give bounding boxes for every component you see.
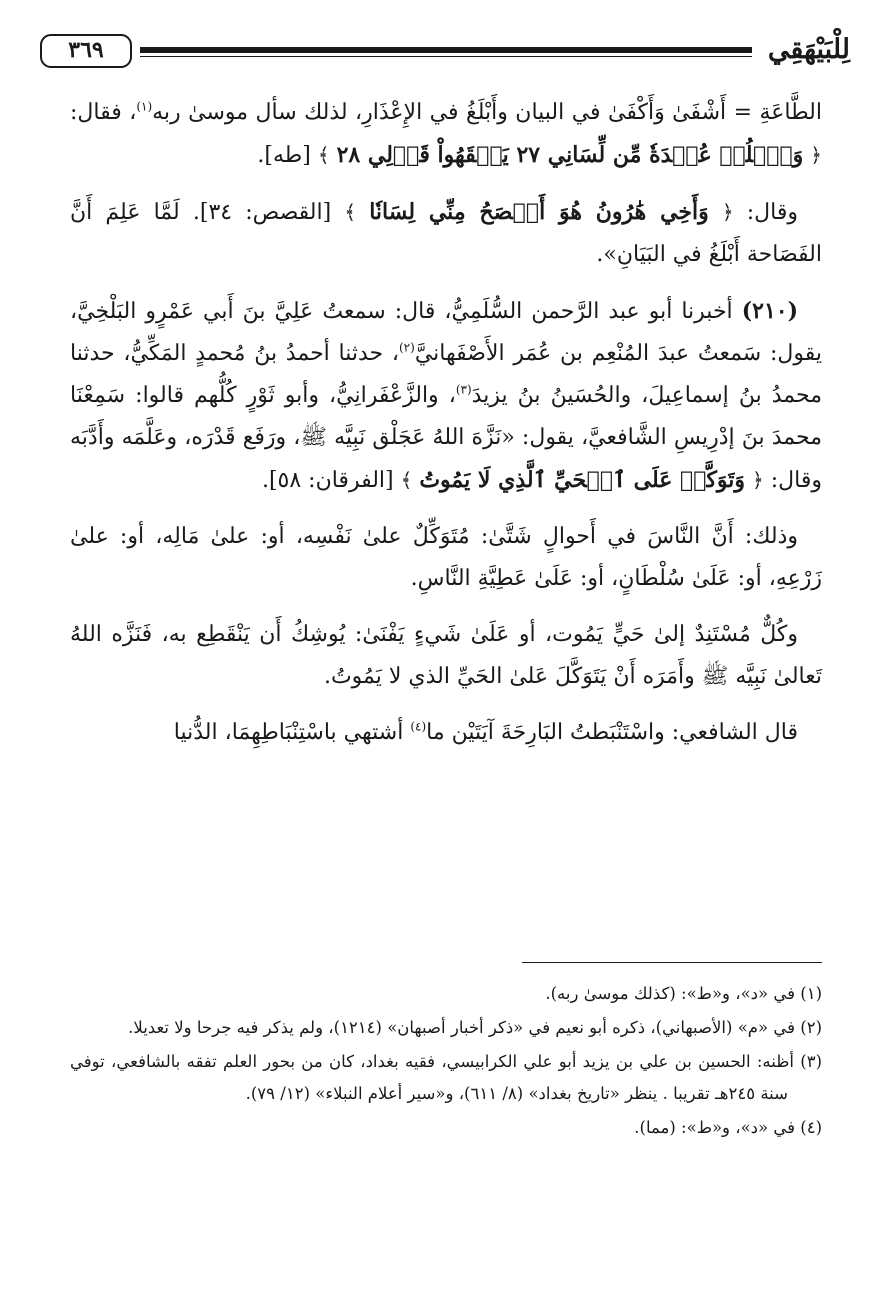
p6-text-a: قال الشافعي: واسْتَنْبَطتُ البَارِحَةَ آيَتَيْن ما xyxy=(426,720,798,745)
footnote-ref-3[interactable]: (٣) xyxy=(455,382,472,397)
p3-text-a: أخبرنا أبو عبد الرَّحمن السُّلَمِيُّ، قال: سمعتُ عَلِيَّ بنَ أَبي عَمْرٍو البَلْخِيَّ، يقول: سَمعتُ عبدَ المُنْعِم بن عُمَر الأَصْفَهانيَّ xyxy=(70,299,822,366)
footnote-1: (١) في «د»، و«ط»: (كذلك موسىٰ ربه). xyxy=(545,984,822,1003)
p1-text: الطَّاعَةِ = أَشْفَىٰ وَأَكْفَىٰ في البيان وأَبْلَغُ في الإِعْذَارِ، لذلك سأل موسىٰ ربه xyxy=(152,100,822,125)
narration-number: (٢١٠) xyxy=(741,298,798,324)
footnote-2: (٢) في «م» (الأصبهاني)، ذكره أبو نعيم في «ذكر أخبار أصبهان» (١٢١٤)، ولم يذكر فيه جرحا ولا تعديلا. xyxy=(128,1018,822,1037)
paragraph-1 xyxy=(70,92,822,177)
p2-lead: وقال: xyxy=(733,200,798,225)
paragraph-5: وكُلٌّ مُسْتَنِدٌ إلىٰ حَيٍّ يَمُوت، أو عَلَىٰ شَيءٍ يَفْنَىٰ: يُوشِكُ أَن يَنْقَطِع به، فَنَزَّه اللهُ تَعالىٰ نَبِيَّه ﷺ وأَمَرَه أَنْ يَتَوَكَّلَ عَلىٰ الحَيِّ الذي لا يَمُوتُ. xyxy=(70,622,822,689)
p1-tail: ، فقال: xyxy=(70,100,137,125)
quran-close-bracket: ﴾ xyxy=(344,200,357,224)
quran-verse-taha: وَٱحۡلُلۡ عُقۡدَةٗ مِّن لِّسَانِي ٢٧ يَفۡقَهُواْ قَوۡلِي ٢٨ xyxy=(336,142,804,168)
page-number: ٣٦٩ xyxy=(40,34,132,68)
page-header xyxy=(40,30,850,74)
footnote-ref-4[interactable]: (٤) xyxy=(410,719,427,734)
quran-open-bracket: ﴿ xyxy=(721,200,734,224)
p6-text-b: أشتهي باسْتِنْبَاطِهِمَا، الدُّنيا xyxy=(173,720,411,745)
p3-text-b: ، حدثنا أحمدُ بنُ مُحمدٍ المَكِّيُّ، حدثنا محمدُ بنُ إسماعِيلَ، والحُسَينُ بنُ يزيدَ xyxy=(70,341,822,408)
footnotes xyxy=(70,978,822,1146)
header-rule-thin xyxy=(140,56,752,57)
p2-tail: [القصص: ٣٤]. لَمَّا عَلِمَ أَنَّ الفَصَاحة أَبْلَغُ في البَيَانِ». xyxy=(70,200,822,267)
quran-verse-furqan: وَتَوَكَّلۡ عَلَى ٱلۡحَيِّ ٱلَّذِي لَا يَمُوتُ xyxy=(419,467,746,493)
footnote-4: (٤) في «د»، و«ط»: (مما). xyxy=(634,1118,822,1137)
quran-close-bracket: ﴾ xyxy=(317,143,330,167)
paragraph-2 xyxy=(70,191,822,276)
footnote-ref-2[interactable]: (٢) xyxy=(398,340,415,355)
paragraph-3 xyxy=(70,290,822,502)
quran-open-bracket: ﴿ xyxy=(752,468,764,492)
verse-reference: [الفرقان: ٥٨]. xyxy=(261,468,401,493)
running-title: لِلْبَيْهَقِي xyxy=(767,34,850,65)
footnote-ref-1[interactable]: (١) xyxy=(136,99,153,114)
verse-reference: [طه]. xyxy=(257,143,318,168)
quran-verse-qasas: وَأَخِي هَٰرُونُ هُوَ أَفۡصَحُ مِنِّي لِسَانٗا xyxy=(369,199,709,225)
paragraph-4: وذلك: أَنَّ النَّاسَ في أَحوالٍ شَتَّىٰ: مُتَوَكِّلٌ علىٰ نَفْسِه، أو: علىٰ مَالِه، أو: علىٰ زَرْعِهِ، أو: عَلَىٰ سُلْطَانٍ، أو: عَلَىٰ عَطِيَّةِ النَّاسِ. xyxy=(70,524,822,591)
footnote-separator xyxy=(522,962,822,963)
header-rule xyxy=(140,47,752,53)
p3-text-c: ، والزَّعْفَرانِيُّ، وأبو ثَوْرٍ كُلُّهم قالوا: سَمِعْنَا محمدَ بنَ إدْرِيسِ الشَّافعيَّ، يقول: «نَزَّهَ اللهُ عَجَلْق نَبِيَّه ﷺ، ورَفَع قَدْرَه، وعَلَّمَه وأَدَّبَه وقال: xyxy=(70,383,822,493)
main-text xyxy=(70,92,822,768)
footnote-3: (٣) أظنه: الحسين بن علي بن يزيد أبو علي الكرابيسي، فقيه بغداد، كان من بحور العلم تفقه بالشافعي، توفي سنة ٢٤٥هـ تقريبا . ينظر «تاريخ بغداد» (٨/ ٦١١)، و«سير أعلام النبلاء» (١٢/ ٧٩). xyxy=(70,1052,822,1103)
paragraph-6 xyxy=(70,712,822,754)
quran-open-bracket: ﴿ xyxy=(810,143,822,167)
quran-close-bracket: ﴾ xyxy=(400,468,413,492)
